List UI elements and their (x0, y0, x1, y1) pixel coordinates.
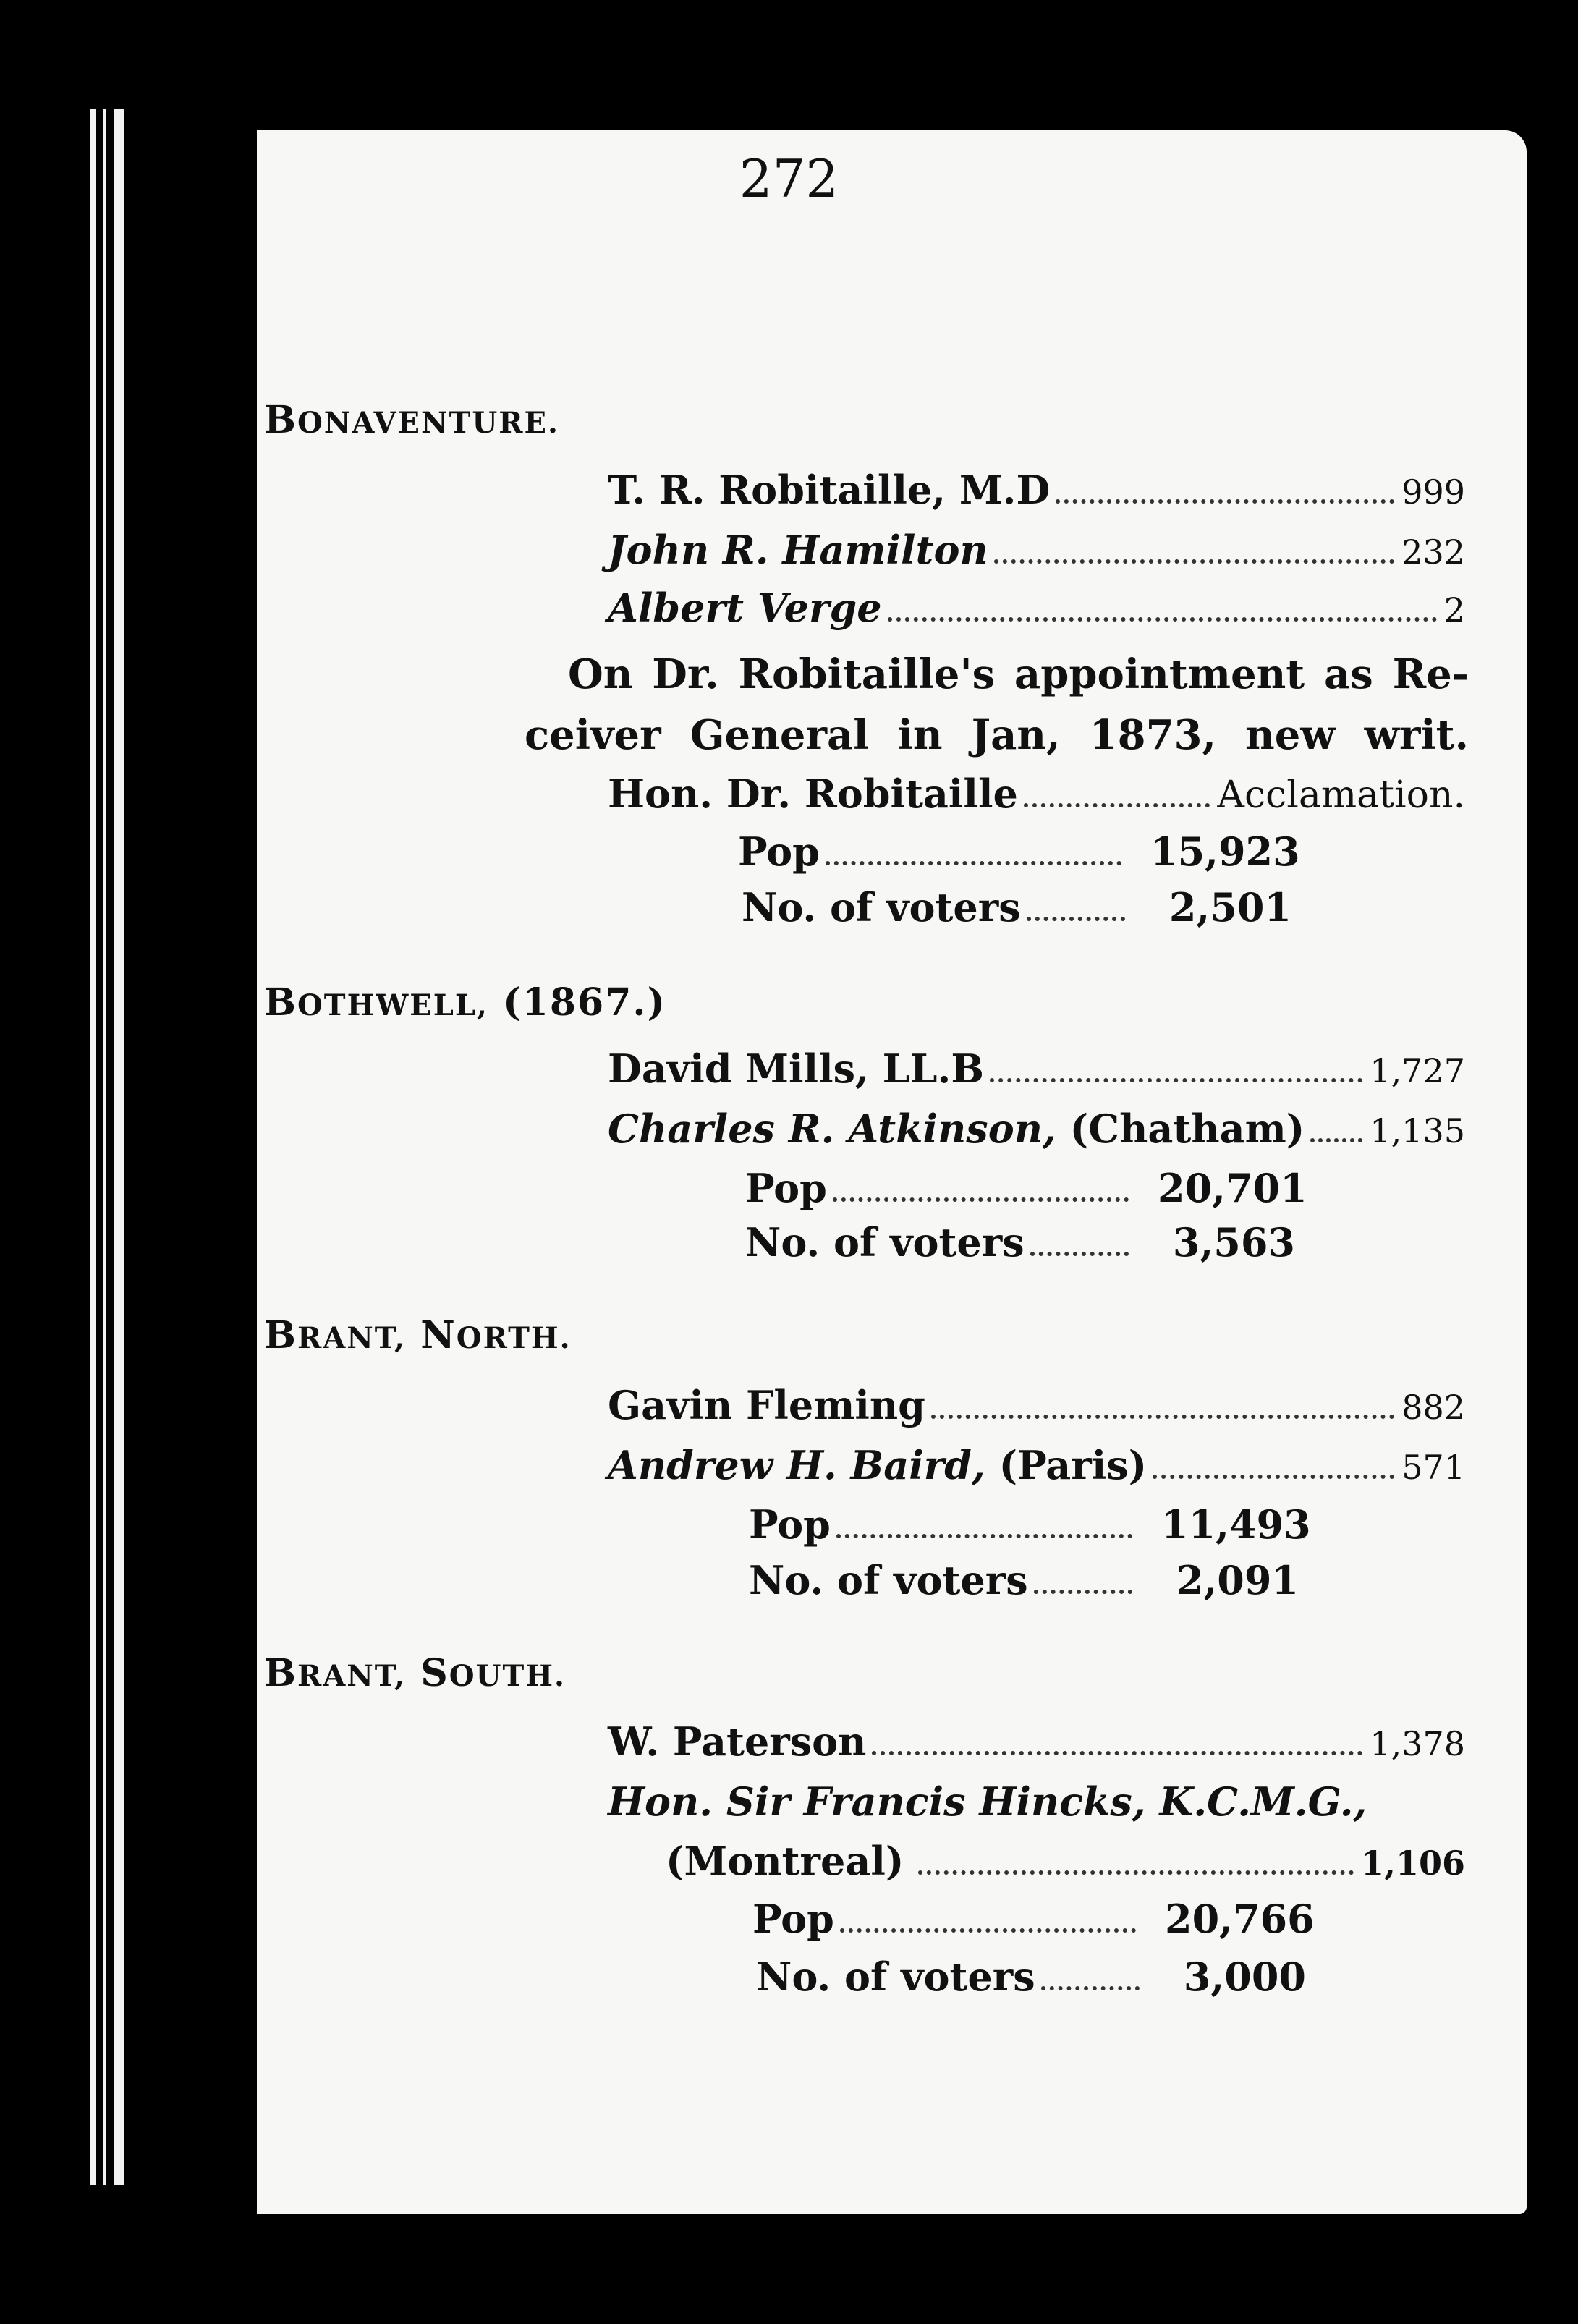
voters-row: No. of voters 3,563 (745, 1219, 1295, 1265)
candidate-continuation-row: (Montreal) 1,106 (666, 1838, 1465, 1884)
book-spine (87, 109, 130, 2185)
candidate-row: John R. Hamilton 232 (608, 527, 1465, 573)
candidate-row: David Mills, LL.B 1,727 (608, 1046, 1465, 1092)
candidate-row: Albert Verge 2 (608, 585, 1465, 631)
candidate-row: Charles R. Atkinson, (Chatham) 1,135 (608, 1106, 1465, 1152)
candidate-row: W. Paterson 1,378 (608, 1718, 1465, 1765)
population-row: Pop 20,766 (752, 1896, 1315, 1942)
population-row: Pop 20,701 (745, 1165, 1307, 1211)
heading-brant-north: BRANT, NORTH. (264, 1313, 572, 1357)
acclamation-row: Hon. Dr. Robitaille Acclamation. (608, 771, 1465, 817)
candidate-row: T. R. Robitaille, M.D 999 (608, 467, 1465, 513)
voters-row: No. of voters 2,091 (749, 1557, 1299, 1603)
voters-row: No. of voters 3,000 (756, 1954, 1306, 2000)
heading-brant-south: BRANT, SOUTH. (264, 1651, 566, 1695)
note-paragraph: On Dr. Robitaille's appointment as Re- ceiver General in Jan, 1873, new writ. (525, 650, 1469, 759)
heading-bothwell: BOTHWELL, (1867.) (264, 980, 667, 1025)
population-row: Pop 15,923 (738, 828, 1300, 875)
candidate-row: Gavin Fleming 882 (608, 1382, 1465, 1428)
candidate-row: Hon. Sir Francis Hincks, K.C.M.G., (608, 1778, 1367, 1825)
heading-bonaventure: BONAVENTURE. (264, 398, 559, 442)
page-number: 272 (739, 148, 839, 209)
voters-row: No. of voters 2,501 (742, 884, 1291, 930)
candidate-row: Andrew H. Baird, (Paris) 571 (608, 1442, 1465, 1488)
population-row: Pop 11,493 (749, 1501, 1311, 1548)
